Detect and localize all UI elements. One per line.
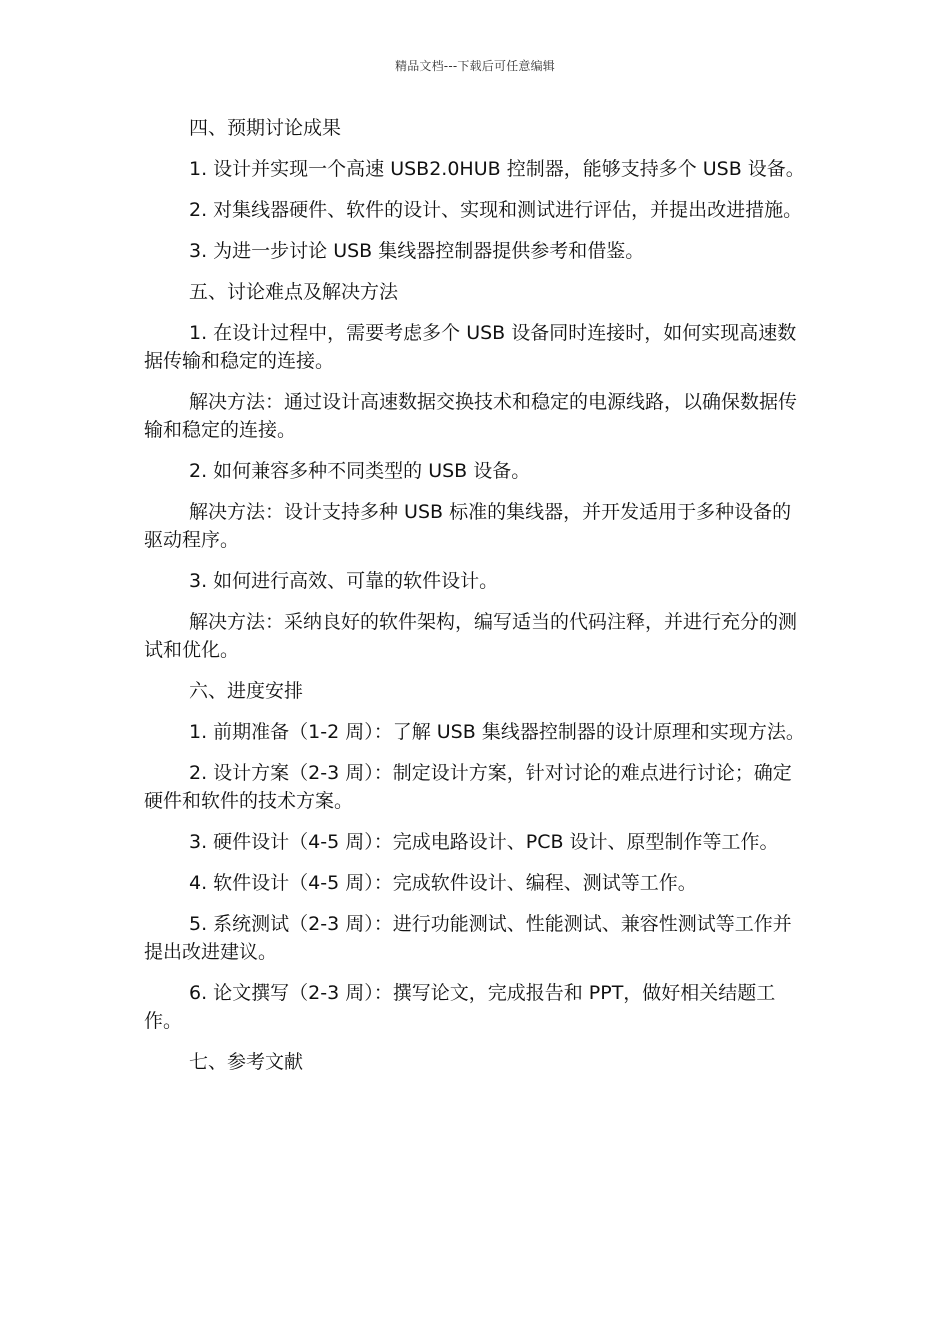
paragraph: 1. 设计并实现一个高速 USB2.0HUB 控制器，能够支持多个 USB 设备。 xyxy=(189,158,805,180)
section-heading-schedule: 六、进度安排 xyxy=(189,680,304,702)
paragraph: 3. 为进一步讨论 USB 集线器控制器提供参考和借鉴。 xyxy=(189,240,645,262)
document-body xyxy=(144,114,808,1089)
section-heading-difficulties: 五、讨论难点及解决方法 xyxy=(189,281,399,303)
paragraph: 6. 论文撰写（2-3 周）：撰写论文，完成报告和 PPT，做好相关结题工作。 xyxy=(144,982,776,1032)
paragraph: 2. 对集线器硬件、软件的设计、实现和测试进行评估，并提出改进措施。 xyxy=(189,199,803,221)
paragraph: 5. 系统测试（2-3 周）：进行功能测试、性能测试、兼容性测试等工作并提出改进建议。 xyxy=(144,913,792,963)
paragraph: 4. 软件设计（4-5 周）：完成软件设计、编程、测试等工作。 xyxy=(189,872,697,894)
paragraph: 3. 如何进行高效、可靠的软件设计。 xyxy=(189,570,499,592)
paragraph: 2. 如何兼容多种不同类型的 USB 设备。 xyxy=(189,460,531,482)
page-header: 精品文档---下载后可任意编辑 xyxy=(395,59,555,73)
paragraph: 3. 硬件设计（4-5 周）：完成电路设计、PCB 设计、原型制作等工作。 xyxy=(189,831,779,853)
paragraph: 解决方法：设计支持多种 USB 标准的集线器，并开发适用于多种设备的驱动程序。 xyxy=(144,501,792,551)
paragraph: 2. 设计方案（2-3 周）：制定设计方案，针对讨论的难点进行讨论；确定硬件和软件的技术方案。 xyxy=(144,762,792,812)
section-heading-expected-results: 四、预期讨论成果 xyxy=(189,117,342,139)
paragraph: 1. 在设计过程中，需要考虑多个 USB 设备同时连接时，如何实现高速数据传输和稳定的连接。 xyxy=(144,322,797,372)
paragraph: 解决方法：采纳良好的软件架构，编写适当的代码注释，并进行充分的测试和优化。 xyxy=(144,611,798,661)
paragraph: 1. 前期准备（1-2 周）：了解 USB 集线器控制器的设计原理和实现方法。 xyxy=(189,721,805,743)
section-heading-references: 七、参考文献 xyxy=(189,1051,304,1073)
paragraph: 解决方法：通过设计高速数据交换技术和稳定的电源线路，以确保数据传输和稳定的连接。 xyxy=(144,391,798,441)
